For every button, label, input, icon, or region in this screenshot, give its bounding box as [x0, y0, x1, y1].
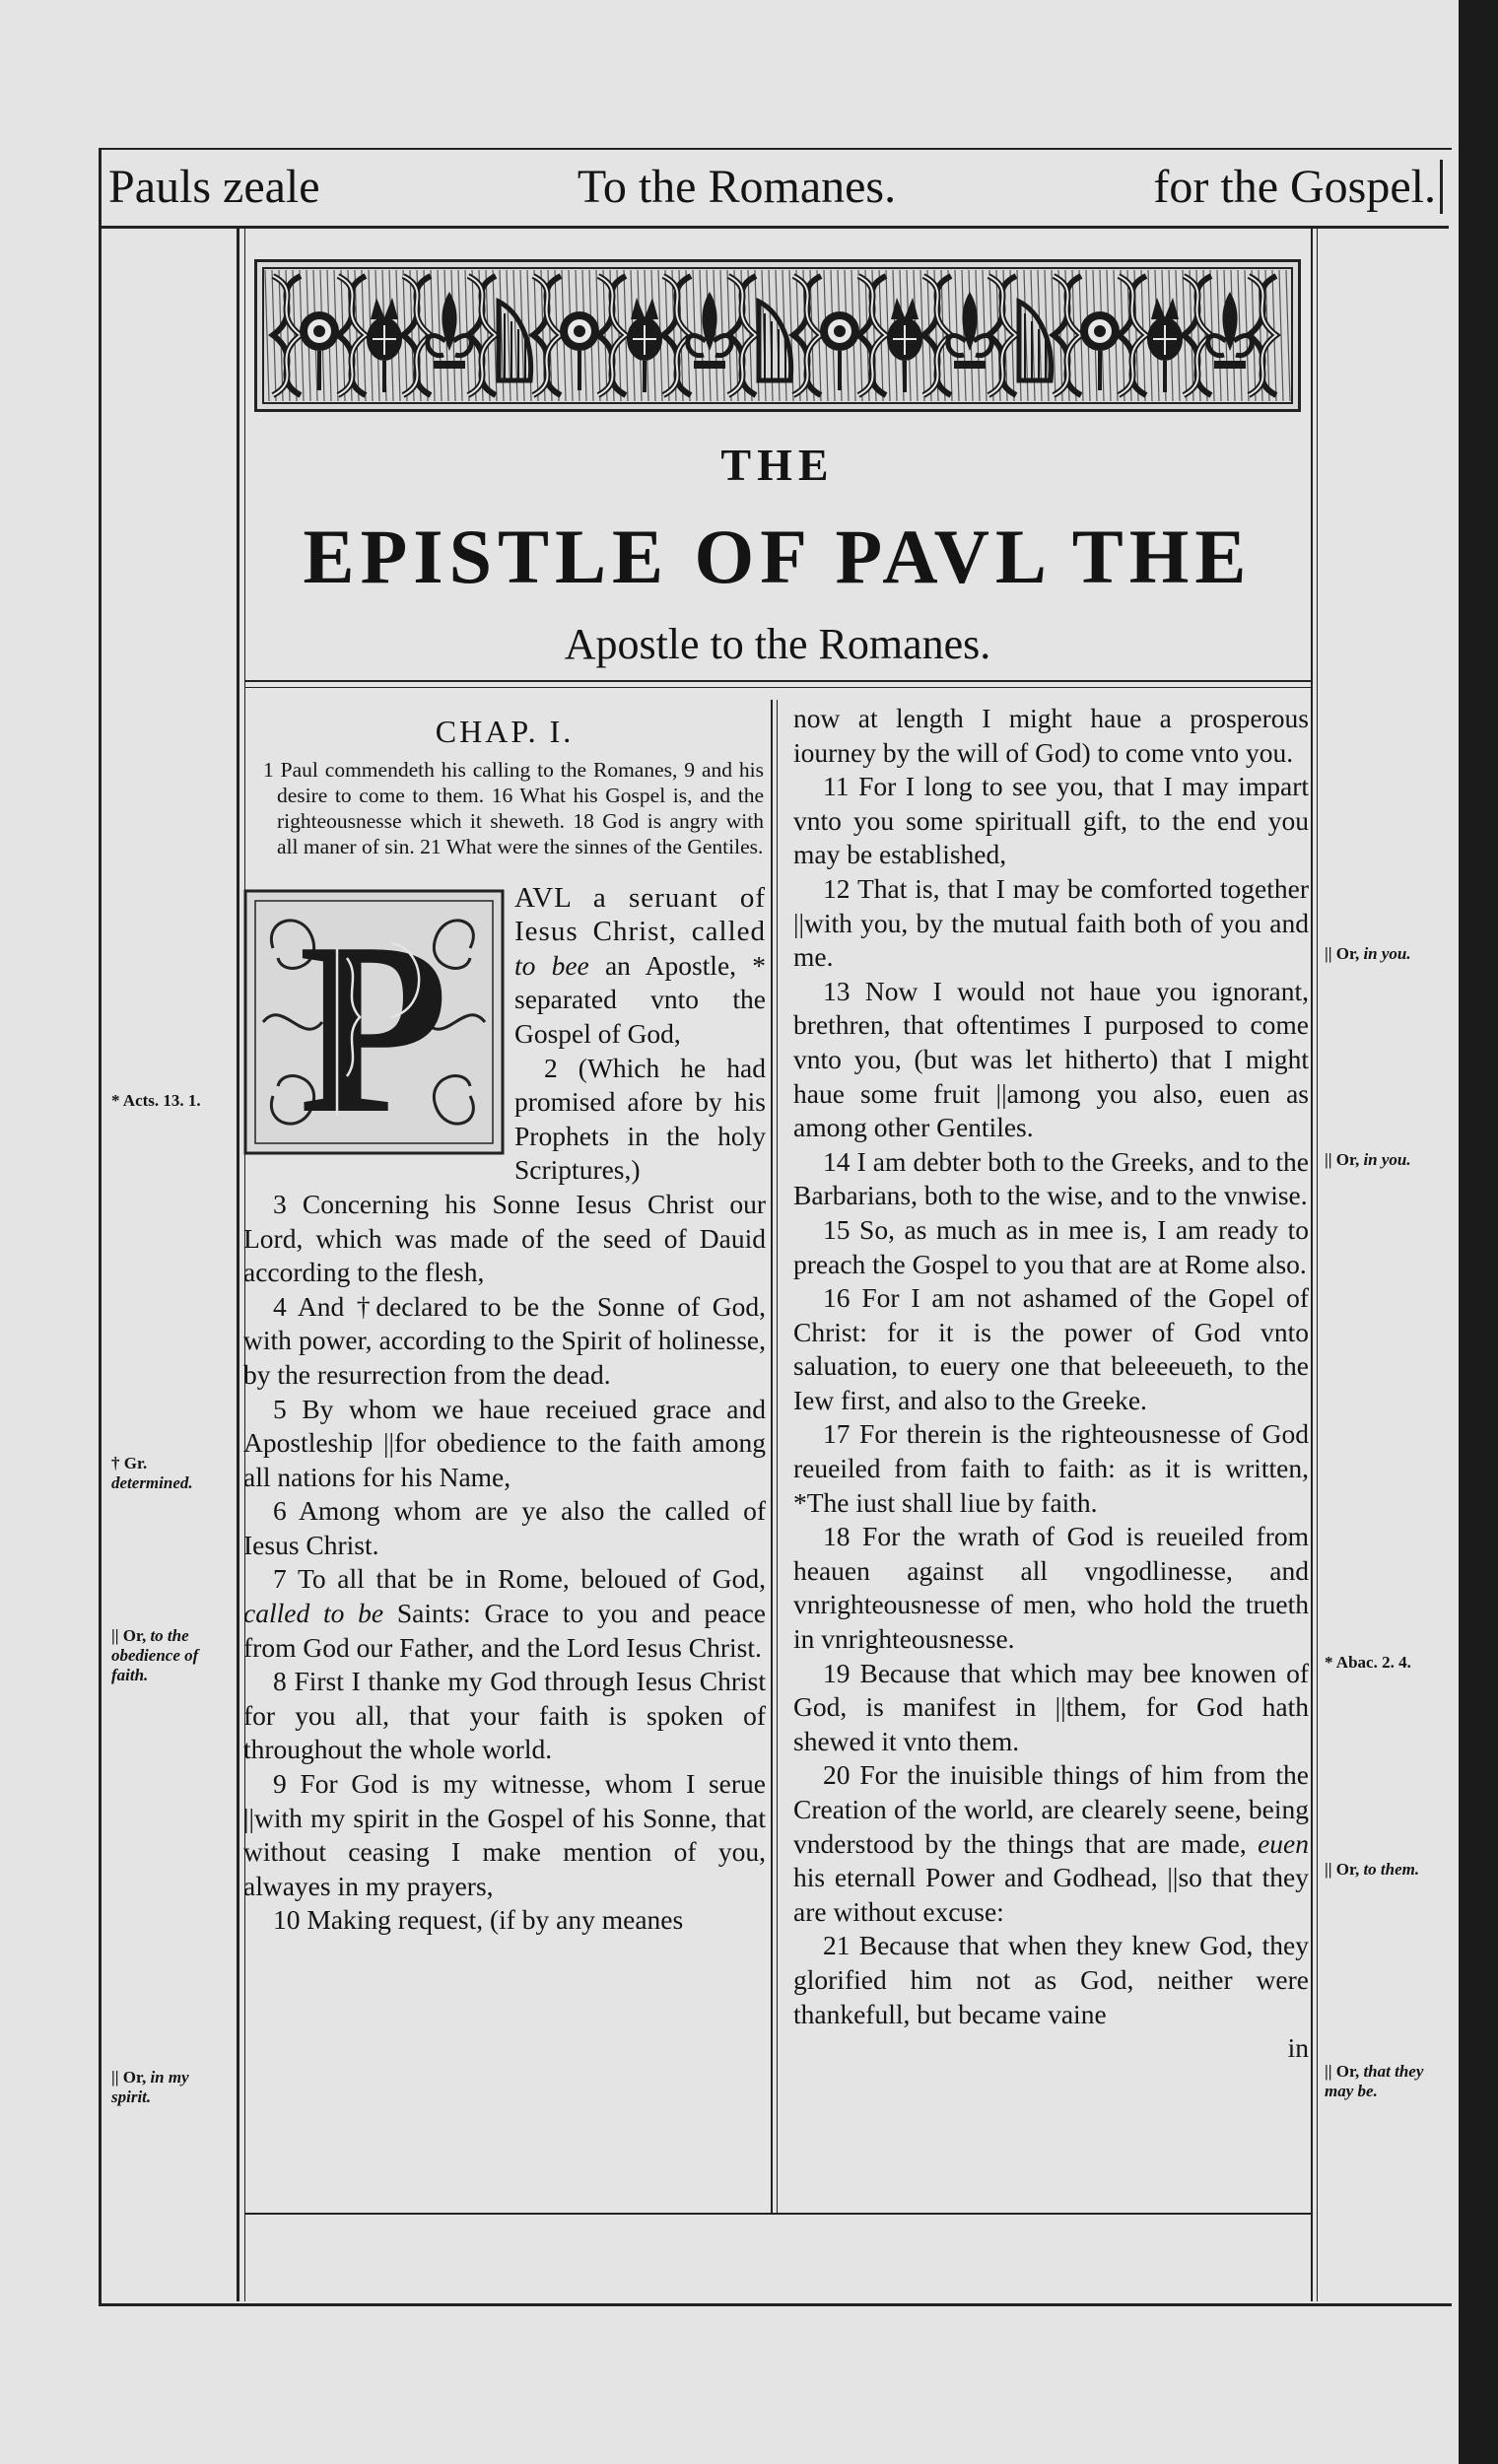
margin-note-they-may-be: || Or, that they may be. — [1325, 2062, 1424, 2100]
title-the: THE — [720, 440, 835, 490]
verse-4: 4 And †declared to be the Sonne of God, with power, according to the Spirit of holinesse, by the resurrection from the dead. — [243, 1290, 766, 1390]
verse-12: 12 That is, that I may be comforted together ||with you, by the mutual faith both of you and me. — [793, 872, 1309, 973]
headpiece-pattern — [257, 262, 1298, 409]
verse-7: 7 To all that be in Rome, beloued of God, called to be Saints: Grace to you and peace from God our Father, and the Lord Iesus Christ. — [243, 1563, 766, 1663]
verse-13: 13 Now I would not haue you ignorant, brethren, that oftentimes I purposed to come vnto you, (but was let hitherto) that I might haue some fruit ||among you also, euen as among other Gentiles. — [793, 975, 1309, 1143]
left-margin-rule — [237, 229, 239, 2301]
column-divider — [771, 700, 773, 2213]
drop-cap — [243, 889, 505, 1155]
verse-16: 16 For I am not ashamed of the Gopel of Christ: for it is the power of God vnto saluation, to euery one that beleeeueth, to the Iew first, and also to the Greeke. — [793, 1282, 1309, 1415]
drop-cap-letter: P — [298, 891, 449, 1155]
verse-10-continued: now at length I might haue a prosperous iourney by the will of God) to come vnto you. — [793, 703, 1309, 768]
title-rule — [244, 680, 1311, 682]
running-head — [99, 148, 1449, 229]
title-epistle: EPISTLE OF PAVL THE — [303, 513, 1253, 599]
verse-21: 21 Because that when they knew God, they glorified him not as God, neither were thankefull, but became vaine — [793, 1930, 1309, 2029]
verse-18: 18 For the wrath of God is reueiled from heauen against all vngodlinesse, and vnrighteousnesse of men, who hold the trueth in vnrighteousnesse. — [793, 1521, 1309, 1655]
verse-17: 17 For therein is the righteousnesse of God reueiled from faith to faith: as it is written, *The iust shall liue by faith. — [793, 1418, 1309, 1518]
right-margin-rule-thin — [1317, 229, 1318, 2301]
margin-note-to-them: || Or, to them. — [1325, 1860, 1420, 1879]
right-margin-rule — [1311, 229, 1313, 2301]
column-divider-thin — [777, 700, 778, 2213]
running-head-right: for the Gospel. — [1153, 160, 1443, 214]
title-rule-2 — [244, 687, 1311, 688]
title-apostle: Apostle to the Romanes. — [564, 620, 991, 668]
margin-note-spirit: || Or, in my spirit. — [111, 2068, 189, 2106]
margin-note-in-you-1: || Or, in you. — [1325, 944, 1411, 963]
margin-note-greek-determined: † Gr. determined. — [111, 1454, 193, 1492]
margin-note-acts: * Acts. 13. 1. — [111, 1091, 201, 1110]
verse-9: 9 For God is my witnesse, whom I serue ||with my spirit in the Gospel of his Sonne, that without ceasing I make mention of you, alwayes in my prayers, — [243, 1768, 766, 1901]
verse-10: 10 Making request, (if by any meanes — [273, 1904, 684, 1936]
chapter-heading: CHAP. I. — [435, 714, 575, 749]
verse-15: 15 So, as much as in mee is, I am ready to preach the Gospel to you that are at Rome also. — [793, 1213, 1309, 1279]
verse-3: 3 Concerning his Sonne Iesus Christ our Lord, which was made of the seed of Dauid according to the flesh, — [243, 1188, 766, 1288]
running-head-left: Pauls zeale — [108, 161, 320, 213]
margin-note-abac: * Abac. 2. 4. — [1325, 1653, 1411, 1672]
verse-6: 6 Among whom are ye also the called of Iesus Christ. — [243, 1495, 766, 1560]
catchword: in — [1287, 2032, 1309, 2064]
left-column — [243, 705, 766, 1938]
verse-5: 5 By whom we haue receiued grace and Apostleship ||for obedience to the faith among all nations for his Name, — [243, 1393, 766, 1492]
right-column — [793, 702, 1309, 2066]
verse-14: 14 I am debter both to the Greeks, and to the Barbarians, both to the wise, and to the vnwise. — [793, 1145, 1309, 1211]
verse-1: AVL a seruant of Iesus Christ, called to bee an Apostle, * separated vnto the Gospel of God, — [514, 881, 766, 1049]
chapter-summary: 1 Paul commendeth his calling to the Romanes, 9 and his desire to come to them. 16 What his Gospel is, and the righteousnesse which it sheweth. 18 God is angry with all maner of sin. 21 What were the sinnes of the Gentiles. — [263, 757, 764, 858]
verse-11: 11 For I long to see you, that I may impart vnto you some spirituall gift, to the end you may be established, — [793, 771, 1309, 870]
ornamental-headpiece — [254, 259, 1301, 412]
running-head-center: To the Romanes. — [577, 161, 897, 213]
verse-2: 2 (Which he had promised afore by his Prophets in the holy Scriptures,) — [514, 1052, 766, 1186]
verse-19: 19 Because that which may bee knowen of God, is manifest in ||them, for God hath shewed it vnto them. — [793, 1657, 1309, 1756]
verse-20: 20 For the inuisible things of him from the Creation of the world, are clearely seene, being vnderstood by the things that are made, euen his eternall Power and Godhead, ||so that they are without excuse: — [793, 1759, 1309, 1927]
verse-8: 8 First I thanke my God through Iesus Christ for you all, that your faith is spoken of throughout the whole world. — [243, 1666, 766, 1765]
margin-note-in-you-2: || Or, in you. — [1325, 1150, 1411, 1169]
margin-note-obedience: || Or, to the obedience of faith. — [111, 1626, 199, 1684]
bottom-rule — [244, 2213, 1311, 2215]
